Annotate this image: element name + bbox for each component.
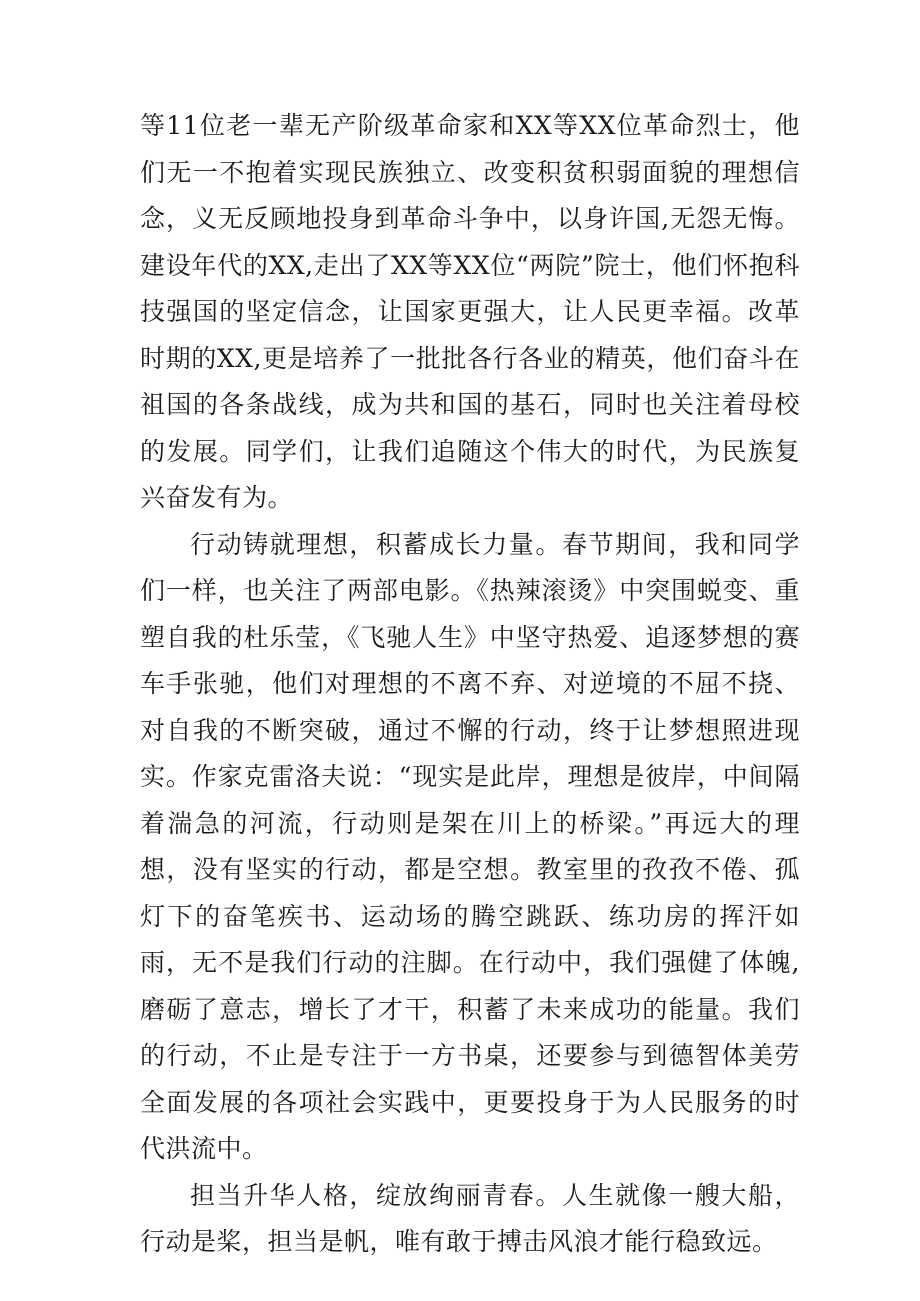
paragraph-3: 担当升华人格，绽放绚丽青春。人生就像一艘大船，行动是桨，担当是帆，唯有敢于搏击风浪才能行稳致远。 — [140, 1180, 800, 1256]
paragraph-1: 等11位老一辈无产阶级革命家和XX等XX位革命烈士，他们无一不抱着实现民族独立、改变积贫积弱面貌的理想信念，义无反顾地投身到革命斗争中，以身许国,无怨无悔。建设年代的XX,走出了XX等XX位“两院”院士，他们怀抱科技强国的坚定信念，让国家更强大，让人民更幸福。改革时期的XX,更是培养了一批批各行各业的精英，他们奋斗在祖国的各条战线，成为共和国的基石，同时也关注着母校的发展。同学们，让我们追随这个伟大的时代，为民族复兴奋发有为。 — [140, 111, 800, 512]
paragraph-2: 行动铸就理想，积蓄成长力量。春节期间，我和同学们一样，也关注了两部电影。《热辣滚烫》中突围蜕变、重塑自我的杜乐莹，《飞驰人生》中坚守热爱、追逐梦想的赛车手张驰，他们对理想的不离不弃、对逆境的不屈不挠、对自我的不断突破，通过不懈的行动，终于让梦想照进现实。作家克雷洛夫说：“现实是此岸，理想是彼岸，中间隔着湍急的河流，行动则是架在川上的桥梁。”再远大的理想，没有坚实的行动，都是空想。教室里的孜孜不倦、孤灯下的奋笔疾书、运动场的腾空跳跃、练功房的挥汗如雨，无不是我们行动的注脚。在行动中，我们强健了体魄,磨砺了意志，增长了才干，积蓄了未来成功的能量。我们的行动，不止是专注于一方书桌，还要参与到德智体美劳全面发展的各项社会实践中，更要投身于为人民服务的时代洪流中。 — [140, 529, 800, 1163]
body-text — [140, 103, 800, 1266]
